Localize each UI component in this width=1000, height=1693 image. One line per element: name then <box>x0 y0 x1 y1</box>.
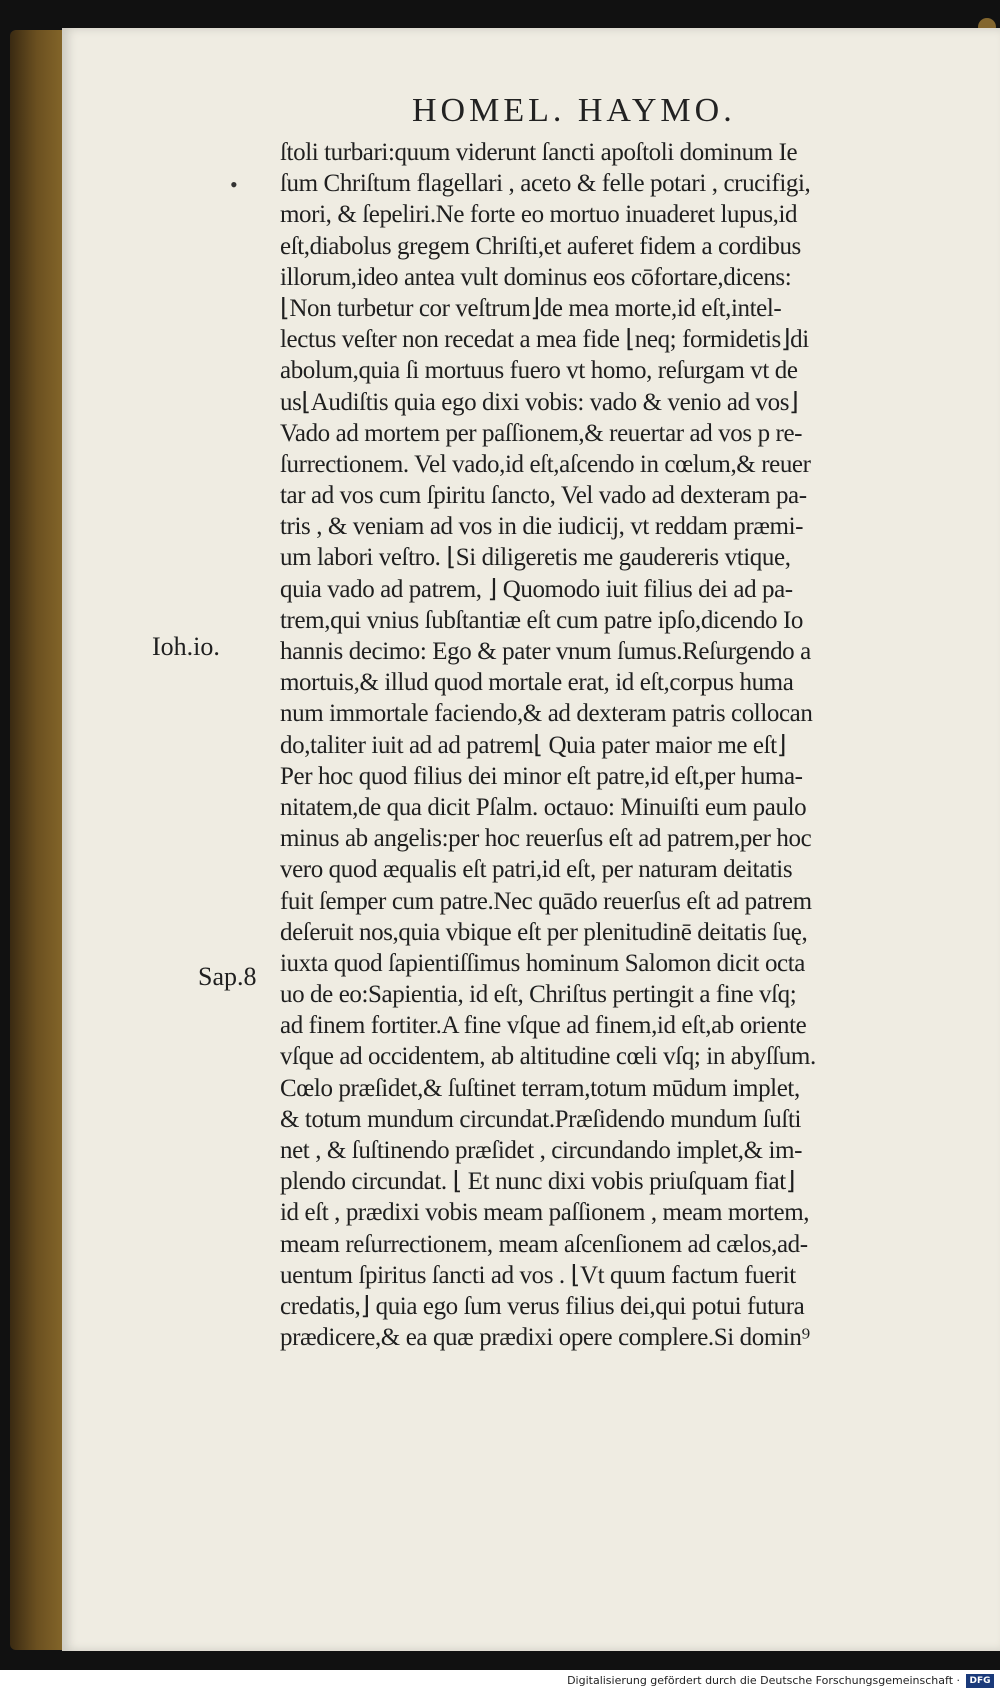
text-line: ⌊Non turbetur cor veſtrum⌋de mea morte,id eſt,intel- <box>280 294 782 322</box>
text-line: trem,qui vnius ſubſtantiæ eſt cum patre ipſo,dicendo Io <box>280 606 804 634</box>
margin-note-sap: Sap.8 <box>198 962 257 991</box>
text-line: credatis,⌋ quia ego ſum verus filius dei,qui potui futura <box>280 1292 805 1320</box>
margin-note-joh: Ioh.io. <box>152 632 220 661</box>
text-line: uentum ſpiritus ſancti ad vos . ⌊Vt quum factum fuerit <box>280 1261 796 1289</box>
text-line: num immortale faciendo,& ad dexteram patris collocan <box>280 700 813 728</box>
text-line: & totum mundum circundat.Præſidendo mundum ſuſti <box>280 1105 802 1133</box>
text-line: vero quod æqualis eſt patri,id eſt, per naturam deitatis <box>280 856 793 884</box>
text-line: net , & ſuſtinendo præſidet , circundando implet,& im- <box>280 1137 803 1164</box>
text-line: us⌊Audiſtis quia ego dixi vobis: vado & venio ad vos⌋ <box>280 388 799 416</box>
text-line: mori, & ſepeliri.Ne forte eo mortuo inuaderet lupus,id <box>280 201 798 229</box>
text-line: plendo circundat. ⌊ Et nunc dixi vobis priuſquam fiat⌋ <box>280 1168 796 1196</box>
text-line: id eſt , prædixi vobis meam paſſionem , meam mortem, <box>280 1199 810 1227</box>
book-spine-edge <box>10 30 70 1650</box>
digitization-footer <box>0 1670 1000 1693</box>
text-line: ad finem fortiter.A fine vſque ad finem,id eſt,ab oriente <box>280 1012 807 1040</box>
text-line: meam reſurrectionem, meam aſcenſionem ad cælos,ad- <box>280 1230 808 1258</box>
text-line: nitatem,de qua dicit Pſalm. octauo: Minuiſti eum paulo <box>280 793 807 821</box>
text-line: vſque ad occidentem, ab altitudine cœli vſq; in abyſſum. <box>280 1043 816 1071</box>
dfg-logo-icon: DFG <box>966 1674 994 1688</box>
text-line: Vado ad mortem per paſſionem,& reuertar ad vos p re- <box>280 419 803 447</box>
text-line: um labori veſtro. ⌊Si diligeretis me gaudereris vtique, <box>280 544 791 572</box>
body-text <box>280 137 980 1353</box>
text-line: illorum,ideo antea vult dominus eos cōfortare,dicens: <box>280 263 792 291</box>
text-line: deſeruit nos,quia vbique eſt per plenitudinē deitatis ſuę, <box>280 918 808 946</box>
text-line: tar ad vos cum ſpiritu ſancto, Vel vado ad dexteram pa- <box>280 482 807 510</box>
text-line: uo de eo:Sapientia, id eſt, Chriſtus pertingit a fine vſq; <box>280 981 797 1009</box>
text-line: lectus veſter non recedat a mea fide ⌊neq; formidetis⌋di <box>280 326 809 354</box>
text-line: eſt,diabolus gregem Chriſti,et auferet fidem a cordibus <box>280 232 801 260</box>
text-line: hannis decimo: Ego & pater vnum ſumus.Reſurgendo a <box>280 638 811 665</box>
text-line: abolum,quia ſi mortuus fuero vt homo, reſurgam vt de <box>280 357 798 385</box>
text-line: ſtoli turbari:quum viderunt ſancti apoſtoli dominum Ie <box>280 139 798 166</box>
text-line: iuxta quod ſapientiſſimus hominum Salomon dicit octa <box>280 949 805 977</box>
text-line: tris , & veniam ad vos in die iudicij, vt reddam præmi- <box>280 513 804 541</box>
text-line: fuit ſemper cum patre.Nec quādo reuerſus eſt ad patrem <box>280 887 812 915</box>
text-line: prædicere,& ea quæ prædixi opere complere.Si domin⁹ <box>280 1324 810 1352</box>
running-head: HOMEL. HAYMO. <box>412 92 736 129</box>
text-line: minus ab angelis:per hoc reuerſus eſt ad patrem,per hoc <box>280 825 812 853</box>
text-line: ſurrectionem. Vel vado,id eſt,aſcendo in cœlum,& reuer <box>280 450 811 478</box>
text-line: do,taliter iuit ad ad patrem⌊ Quia pater maior me eſt⌋ <box>280 731 787 759</box>
footer-credit: Digitalisierung gefördert durch die Deutsche Forschungsgemeinschaft · <box>567 1674 960 1687</box>
text-line: Per hoc quod filius dei minor eſt patre,id eſt,per huma- <box>280 762 803 790</box>
text-line: quia vado ad patrem, ⌋ Quomodo iuit filius dei ad pa- <box>280 575 793 603</box>
text-line: Cœlo præſidet,& ſuſtinet terram,totum mūdum implet, <box>280 1074 800 1102</box>
text-line: ſum Chriſtum flagellari , aceto & felle potari , crucifigi, <box>280 170 811 198</box>
margin-dot: • <box>230 172 238 197</box>
text-line: mortuis,& illud quod mortale erat, id eſt,corpus huma <box>280 669 794 697</box>
